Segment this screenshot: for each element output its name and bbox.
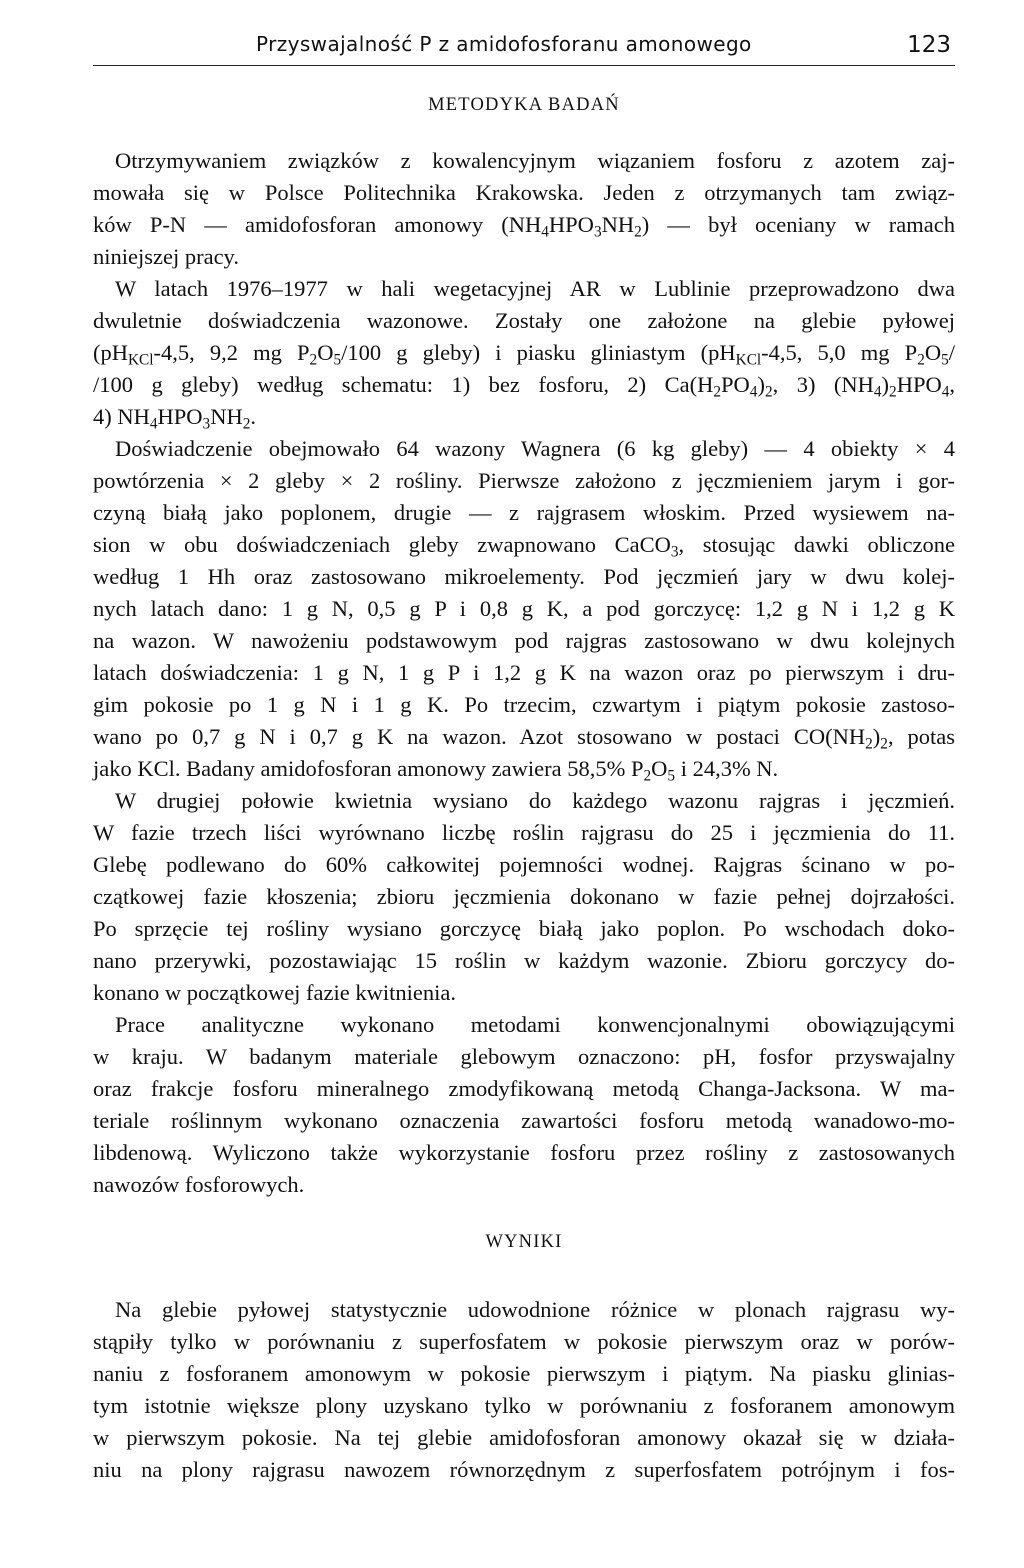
running-header	[93, 28, 955, 68]
text-line: w pierwszym pokosie. Na tej glebie amidofosforan amonowy okazał się w działa-	[93, 1425, 955, 1450]
text-line: mowała się w Polsce Politechnika Krakowska. Jeden z otrzymanych tam związ-	[93, 180, 955, 205]
text-line: Na glebie pyłowej statystycznie udowodnione różnice w plonach rajgrasu wy-	[115, 1297, 955, 1322]
paragraph-4	[93, 785, 955, 1009]
section-heading-methods: METODYKA BADAŃ	[428, 95, 620, 115]
text-line: nych latach dano: 1 g N, 0,5 g P i 0,8 g K, a pod gorczycę: 1,2 g N i 1,2 g K	[93, 596, 955, 621]
text-line: według 1 Hh oraz zastosowano mikroelementy. Pod jęczmień jary w dwu kolej-	[93, 564, 955, 589]
text-line: Po sprzęcie tej rośliny wysiano gorczycę białą jako poplon. Po wschodach doko-	[93, 916, 955, 941]
text-line: sion w obu doświadczeniach gleby zwapnowano CaCO$_3$, stosując dawki obliczone	[93, 532, 955, 561]
text-line: latach doświadczenia: 1 g N, 1 g P i 1,2 g K na wazon oraz po pierwszym i dru-	[93, 660, 955, 685]
text-line: /100 g gleby) według schematu: 1) bez fosforu, 2) $Ca(H_2PO_4)_2$, 3) $(NH_4)_2HPO_4$,	[93, 372, 955, 401]
text-line: niniejszej pracy.	[93, 244, 239, 269]
text-line: nano przerywki, pozostawiając 15 roślin w każdym wazonie. Zbioru gorczycy do-	[93, 948, 955, 973]
text-line: Prace analityczne wykonano metodami konwencjonalnymi obowiązującymi	[115, 1012, 955, 1037]
text-line: czyną białą jako poplonem, drugie — z rajgrasem włoskim. Przed wysiewem na-	[93, 500, 955, 525]
text-line: tym istotnie większe plony uzyskano tylko w porównaniu z fosforanem amonowym	[93, 1393, 955, 1418]
text-line: stąpiły tylko w porównaniu z superfosfatem w pokosie pierwszym oraz w porów-	[93, 1329, 955, 1354]
text-line: naniu z fosforanem amonowym w pokosie pierwszym i piątym. Na piasku glinias-	[93, 1361, 955, 1386]
page-number: 123	[907, 32, 951, 58]
text-line: Glebę podlewano do 60% całkowitej pojemności wodnej. Rajgras ścinano w po-	[93, 852, 955, 877]
text-line: W latach 1976–1977 w hali wegetacyjnej AR w Lublinie przeprowadzono dwa	[115, 276, 955, 301]
text-line: W fazie trzech liści wyrównano liczbę roślin rajgrasu do 25 i jęczmienia do 11.	[93, 820, 955, 845]
text-line: teriale roślinnym wykonano oznaczenia zawartości fosforu metodą wanadowo-mo-	[93, 1108, 955, 1133]
text-line: ($pH_{KCl}-4,5$, 9,2 mg $P_2O_5/100$ g gleby) i piasku gliniastym ($pH_{KCl}-4,5$, 5,0 mg $P_2O_5/$	[93, 340, 956, 369]
paragraph-1	[93, 145, 955, 273]
text-line: gim pokosie po 1 g N i 1 g K. Po trzecim, czwartym i piątym pokosie zastoso-	[93, 692, 955, 717]
section-heading-results: WYNIKI	[485, 1232, 563, 1252]
running-title: Przyswajalność P z amidofosforanu amonowego	[256, 32, 752, 56]
text-line: oraz frakcje fosforu mineralnego zmodyfikowaną metodą Changa-Jacksona. W ma-	[93, 1076, 955, 1101]
text-line: ków P-N — amidofosforan amonowy $(NH_4HPO_3NH_2)$ — był oceniany w ramach	[93, 212, 955, 241]
text-line: nawozów fosforowych.	[93, 1172, 305, 1197]
text-line: jako KCl. Badany amidofosforan amonowy zawiera 58,5% $P_2O_5$ i 24,3% N.	[93, 756, 779, 785]
text-line: 4) $NH_4HPO_3NH_2$.	[93, 404, 256, 433]
text-line: w kraju. W badanym materiale glebowym oznaczono: pH, fosfor przyswajalny	[93, 1044, 955, 1069]
text-line: Otrzymywaniem związków z kowalencyjnym wiązaniem fosforu z azotem zaj-	[115, 148, 955, 173]
paragraph-2	[93, 273, 955, 433]
text-line: powtórzenia × 2 gleby × 2 rośliny. Pierwsze założono z jęczmieniem jarym i gor-	[93, 468, 955, 493]
header-rule	[93, 65, 955, 66]
text-line: niu na plony rajgrasu nawozem równorzędnym z superfosfatem potrójnym i fos-	[93, 1457, 955, 1482]
paragraph-3	[93, 433, 955, 785]
paragraph-5	[93, 1009, 955, 1201]
text-line: konano w początkowej fazie kwitnienia.	[93, 980, 456, 1005]
text-line: czątkowej fazie kłoszenia; zbioru jęczmienia dokonano w fazie pełnej dojrzałości.	[93, 884, 955, 909]
text-line: dwuletnie doświadczenia wazonowe. Zostały one założone na glebie pyłowej	[93, 308, 955, 333]
paragraph-6	[93, 1294, 955, 1486]
text-line: libdenową. Wyliczono także wykorzystanie fosforu przez rośliny z zastosowanych	[93, 1140, 955, 1165]
text-line: na wazon. W nawożeniu podstawowym pod rajgras zastosowano w dwu kolejnych	[93, 628, 955, 653]
text-line: wano po 0,7 g N i 0,7 g K na wazon. Azot stosowano w postaci $CO(NH_2)_2$, potas	[93, 724, 955, 753]
text-line: W drugiej połowie kwietnia wysiano do każdego wazonu rajgras i jęczmień.	[115, 788, 955, 813]
text-line: Doświadczenie obejmowało 64 wazony Wagnera (6 kg gleby) — 4 obiekty × 4	[115, 436, 955, 461]
